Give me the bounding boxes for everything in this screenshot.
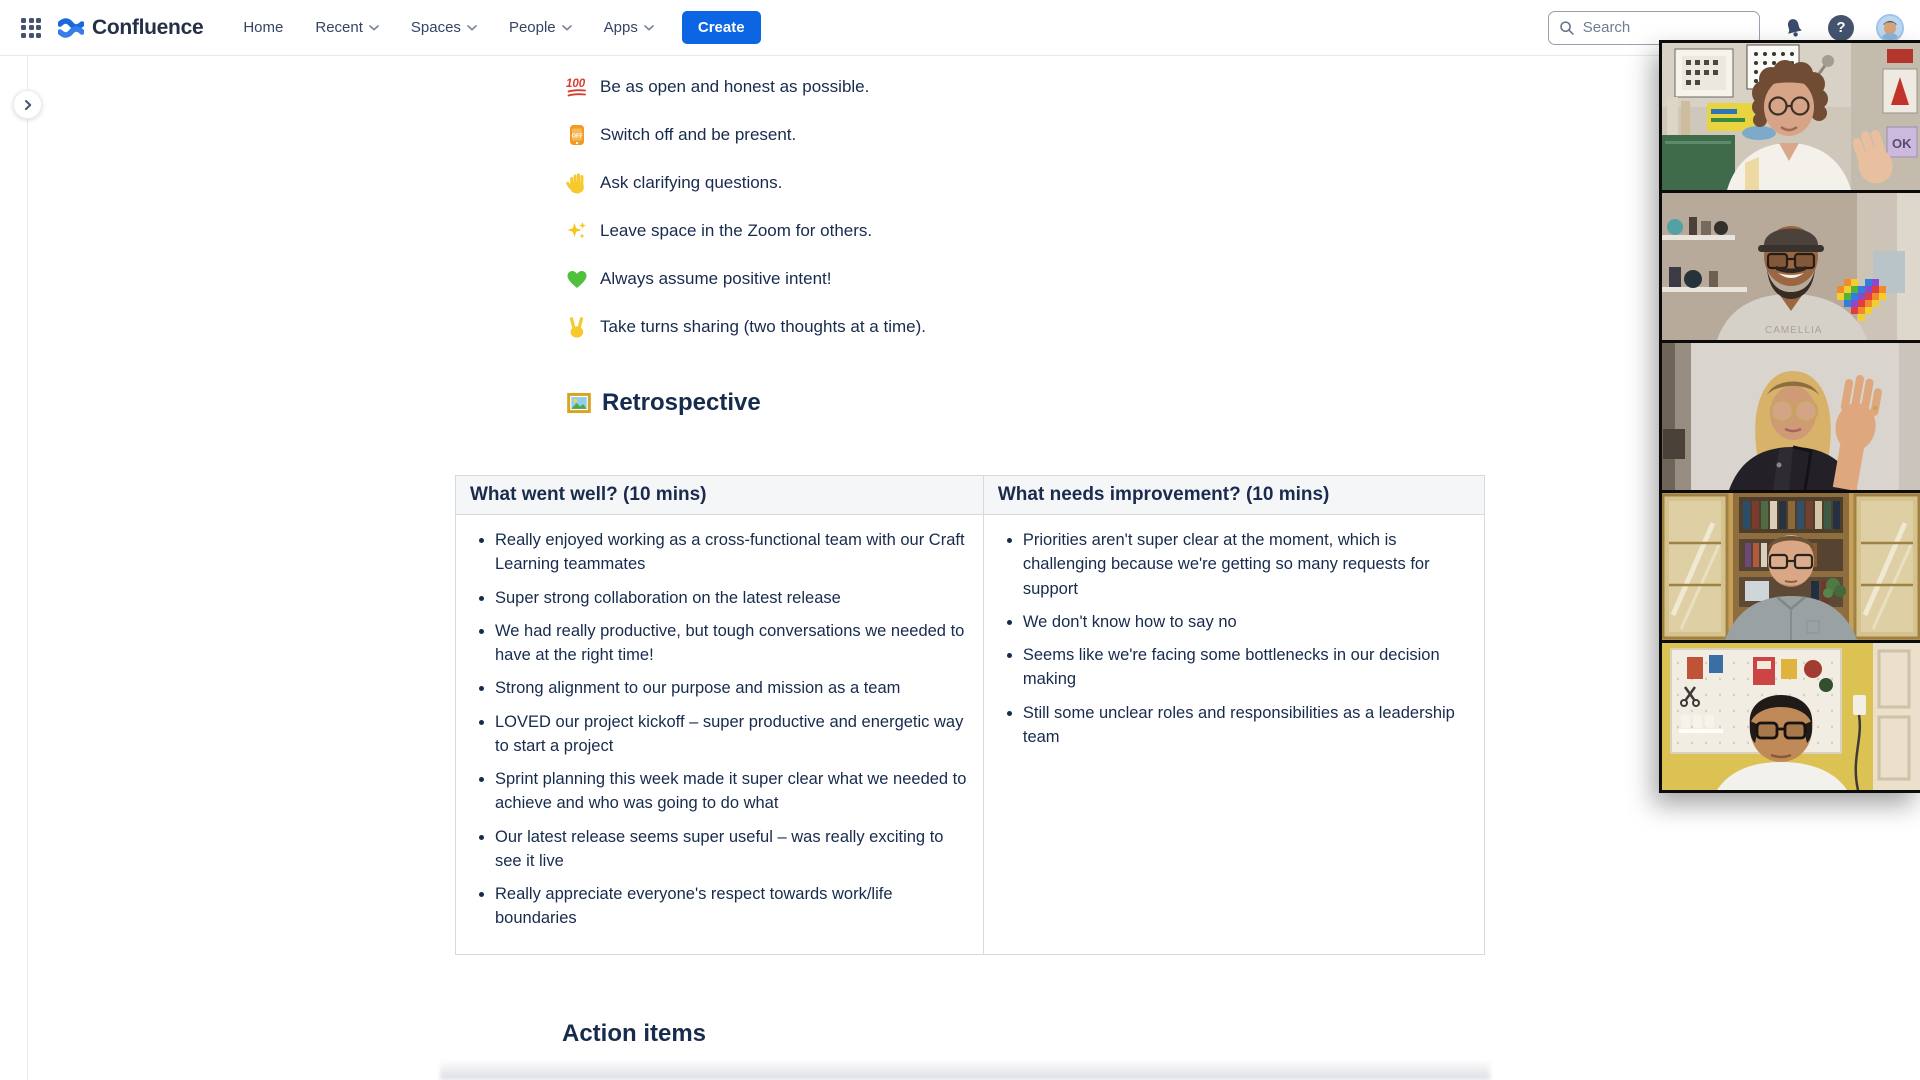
guideline-text: Ask clarifying questions. bbox=[600, 173, 783, 192]
participant-3-video bbox=[1662, 343, 1920, 490]
chevron-right-icon bbox=[24, 99, 32, 111]
list-item: • We had really productive, but tough conversations we needed to have at the right time! bbox=[495, 619, 969, 668]
guideline-text: Be as open and honest as possible. bbox=[600, 77, 870, 96]
nav-item-spaces[interactable]: Spaces bbox=[399, 11, 489, 44]
primary-nav bbox=[231, 11, 666, 44]
app-title: Confluence bbox=[92, 15, 204, 39]
retrospective-heading bbox=[566, 389, 761, 417]
page-bottom-shadow bbox=[440, 1060, 1490, 1080]
video-tile-participant-1[interactable] bbox=[1662, 43, 1920, 190]
top-navigation-bar bbox=[0, 0, 1920, 56]
guideline-text: Switch off and be present. bbox=[600, 125, 797, 144]
guideline-row bbox=[566, 124, 926, 146]
raised-hand-icon bbox=[566, 172, 588, 194]
nav-item-apps[interactable]: Apps bbox=[592, 11, 666, 44]
search-icon bbox=[1559, 19, 1575, 37]
confluence-logo-icon bbox=[58, 15, 84, 41]
retrospective-table bbox=[455, 475, 1485, 955]
search-input[interactable] bbox=[1583, 19, 1749, 36]
video-call-strip bbox=[1659, 40, 1920, 793]
video-tile-participant-5[interactable] bbox=[1662, 643, 1920, 790]
needs-improvement-list bbox=[998, 528, 1470, 749]
list-item: • Really appreciate everyone's respect towards work/life boundaries bbox=[495, 882, 969, 931]
participant-1-video bbox=[1662, 43, 1920, 190]
guideline-text: Leave space in the Zoom for others. bbox=[600, 221, 873, 240]
sidebar-expand-button[interactable] bbox=[13, 90, 42, 119]
avatar-photo-icon bbox=[1878, 16, 1902, 40]
question-mark-icon: ? bbox=[1836, 19, 1846, 36]
participant-4-video bbox=[1662, 493, 1920, 640]
list-item: • Priorities aren't super clear at the moment, which is challenging because we're getting so many requests for support bbox=[1023, 528, 1470, 601]
help-button[interactable] bbox=[1828, 15, 1854, 41]
svg-text:OK: OK bbox=[1892, 136, 1912, 151]
victory-hand-icon bbox=[566, 316, 588, 338]
nav-item-recent[interactable]: Recent bbox=[303, 11, 391, 44]
confluence-logo[interactable] bbox=[58, 15, 203, 41]
table-header-needs-improvement: What needs improvement? (10 mins) bbox=[983, 476, 1484, 515]
guideline-text: Always assume positive intent! bbox=[600, 269, 832, 288]
create-button[interactable]: Create bbox=[682, 11, 761, 44]
list-item: • We don't know how to say no bbox=[1023, 610, 1470, 634]
meeting-guidelines-list bbox=[566, 76, 926, 364]
chevron-down-icon bbox=[369, 25, 379, 31]
guideline-row bbox=[566, 172, 926, 194]
participant-5-video bbox=[1662, 643, 1920, 790]
app-switcher-icon[interactable] bbox=[14, 11, 48, 45]
video-tile-participant-2[interactable] bbox=[1662, 193, 1920, 340]
nav-item-home[interactable]: Home bbox=[231, 11, 295, 44]
profile-avatar[interactable] bbox=[1876, 14, 1904, 42]
went-well-list bbox=[470, 528, 969, 931]
participant-2-video bbox=[1662, 193, 1920, 340]
list-item: • Still some unclear roles and responsibilities as a leadership team bbox=[1023, 701, 1470, 750]
guideline-row bbox=[566, 268, 926, 290]
list-item: • Strong alignment to our purpose and mission as a team bbox=[495, 676, 969, 700]
retrospective-heading-text: Retrospective bbox=[602, 389, 761, 416]
framed-picture-icon bbox=[566, 390, 592, 416]
list-item: • Seems like we're facing some bottlenecks in our decision making bbox=[1023, 643, 1470, 692]
grid-of-dots-icon bbox=[21, 18, 41, 38]
green-heart-icon bbox=[566, 268, 588, 290]
list-item: • Super strong collaboration on the latest release bbox=[495, 586, 969, 610]
sidebar-divider bbox=[27, 56, 28, 1080]
sparkles-icon bbox=[566, 220, 588, 242]
needs-improvement-cell bbox=[983, 515, 1484, 955]
table-header-went-well: What went well? (10 mins) bbox=[456, 476, 984, 515]
hundred-points-icon bbox=[566, 76, 588, 98]
bell-icon bbox=[1782, 16, 1806, 40]
chevron-down-icon bbox=[467, 25, 477, 31]
chevron-down-icon bbox=[562, 25, 572, 31]
mobile-phone-off-icon bbox=[566, 124, 588, 146]
list-item: • Our latest release seems super useful – was really exciting to see it live bbox=[495, 825, 969, 874]
shirt-text: CAMELLIA bbox=[1765, 325, 1823, 336]
chevron-down-icon bbox=[644, 25, 654, 31]
list-item: • LOVED our project kickoff – super productive and energetic way to start a project bbox=[495, 710, 969, 759]
svg-text:OFF: OFF bbox=[571, 133, 583, 140]
notifications-button[interactable] bbox=[1782, 16, 1806, 40]
list-item: • Sprint planning this week made it super clear what we needed to achieve and who was going to do what bbox=[495, 767, 969, 816]
guideline-text: Take turns sharing (two thoughts at a time). bbox=[600, 317, 926, 336]
guideline-row bbox=[566, 76, 926, 98]
action-items-heading: Action items bbox=[562, 1020, 707, 1047]
guideline-row bbox=[566, 220, 926, 242]
svg-text:100: 100 bbox=[566, 78, 586, 90]
guideline-row bbox=[566, 316, 926, 338]
list-item: • Really enjoyed working as a cross-functional team with our Craft Learning teammates bbox=[495, 528, 969, 577]
went-well-cell bbox=[456, 515, 984, 955]
nav-item-people[interactable]: People bbox=[497, 11, 584, 44]
video-tile-participant-4[interactable] bbox=[1662, 493, 1920, 640]
video-tile-participant-3[interactable] bbox=[1662, 343, 1920, 490]
table-row bbox=[456, 515, 1485, 955]
